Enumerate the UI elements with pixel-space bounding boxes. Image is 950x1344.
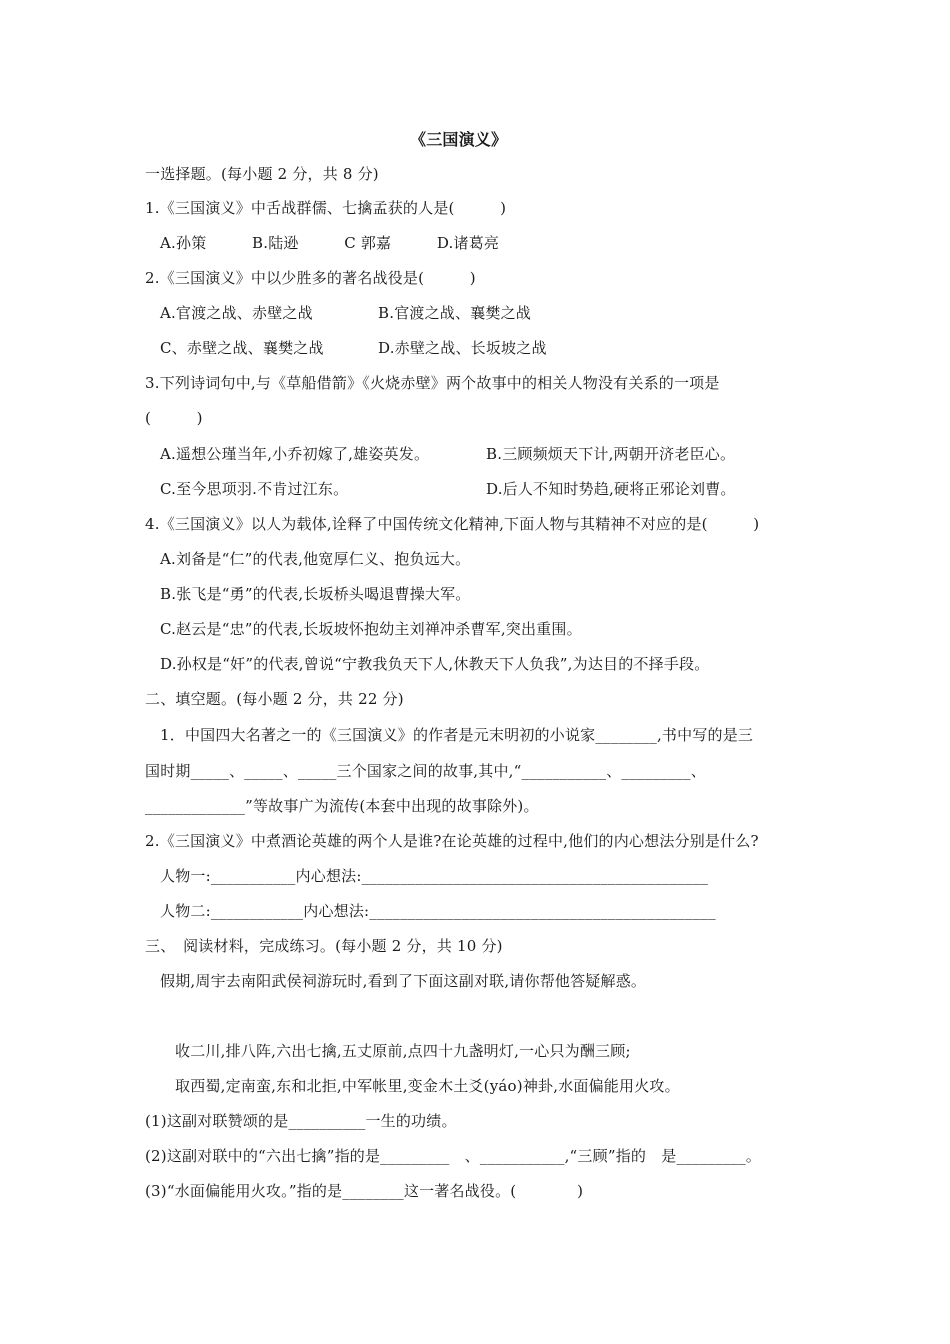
fill-q1-line2: 国时期_____、_____、_____三个国家之间的故事,其中,“___________、_________、 — [145, 762, 706, 780]
q2-option-a: A.官渡之战、赤壁之战 — [160, 304, 313, 322]
fill-q1-line1: 1．中国四大名著之一的《三国演义》的作者是元末明初的小说家________,书中写的是三 — [160, 726, 754, 744]
person1-line: 人物一:___________内心想法:_____________________________________________ — [160, 867, 709, 885]
q3-option-c: C.至今思项羽.不肯过江东。 — [160, 480, 349, 498]
person2-line: 人物二:____________内心想法:_____________________________________________ — [160, 902, 716, 920]
page-title: 《三国演义》 — [410, 130, 508, 149]
q3-stem-bracket: ( ) — [145, 409, 203, 427]
q2-option-b: B.官渡之战、襄樊之战 — [378, 304, 531, 322]
q4-option-d: D.孙权是“奸”的代表,曾说“宁教我负天下人,休教天下人负我”,为达目的不择手段。 — [160, 655, 710, 673]
reading-q3: (3)“水面偏能用火攻。”指的是________这一著名战役。( ) — [145, 1182, 584, 1200]
q4-option-c: C.赵云是“忠”的代表,长坂坡怀抱幼主刘禅冲杀曹军,突出重围。 — [160, 620, 582, 638]
q3-option-d: D.后人不知时势趋,硬将正邪论刘曹。 — [486, 480, 736, 498]
q3-stem: 3.下列诗词句中,与《草船借箭》《火烧赤壁》两个故事中的相关人物没有关系的一项是 — [145, 374, 720, 392]
section2-heading: 二、填空题。(每小题 2 分，共 22 分) — [145, 690, 404, 708]
reading-q2: (2)这副对联中的“六出七擒”指的是_________ 、___________,“三顾”指的 是_________。 — [145, 1147, 761, 1165]
q1-options: A.孙策 B.陆逊 C 郭嘉 D.诸葛亮 — [160, 234, 500, 252]
q2-option-d: D.赤壁之战、长坂坡之战 — [378, 339, 547, 357]
q4-option-b: B.张飞是“勇”的代表,长坂桥头喝退曹操大军。 — [160, 585, 471, 603]
fill-q1-line3: _____________”等故事广为流传(本套中出现的故事除外)。 — [145, 797, 539, 815]
reading-q1: (1)这副对联赞颂的是__________一生的功绩。 — [145, 1112, 457, 1130]
fill-q2-stem: 2.《三国演义》中煮酒论英雄的两个人是谁?在论英雄的过程中,他们的内心想法分别是什么? — [145, 832, 759, 850]
q2-option-c: C、赤壁之战、襄樊之战 — [160, 339, 324, 357]
q4-option-a: A.刘备是“仁”的代表,他宽厚仁义、抱负远大。 — [160, 550, 471, 568]
q4-stem: 4.《三国演义》以人为载体,诠释了中国传统文化精神,下面人物与其精神不对应的是( ) — [145, 515, 760, 533]
couplet-upper: 收二川,排八阵,六出七擒,五丈原前,点四十九盏明灯,一心只为酬三顾; — [175, 1042, 631, 1060]
section3-intro: 假期,周宇去南阳武侯祠游玩时,看到了下面这副对联,请你帮他答疑解惑。 — [160, 972, 647, 990]
section3-heading: 三、 阅读材料，完成练习。(每小题 2 分，共 10 分) — [145, 937, 503, 955]
q3-option-a: A.遥想公瑾当年,小乔初嫁了,雄姿英发。 — [160, 445, 430, 463]
couplet-lower: 取西蜀,定南蛮,东和北拒,中军帐里,变金木土爻(yáo)神卦,水面偏能用火攻。 — [175, 1077, 680, 1095]
section1-heading: 一选择题。(每小题 2 分，共 8 分) — [145, 165, 379, 183]
q2-stem: 2.《三国演义》中以少胜多的著名战役是( ) — [145, 269, 476, 287]
q1-stem: 1.《三国演义》中舌战群儒、七擒孟获的人是( ) — [145, 199, 507, 217]
q3-option-b: B.三顾频烦天下计,两朝开济老臣心。 — [486, 445, 736, 463]
